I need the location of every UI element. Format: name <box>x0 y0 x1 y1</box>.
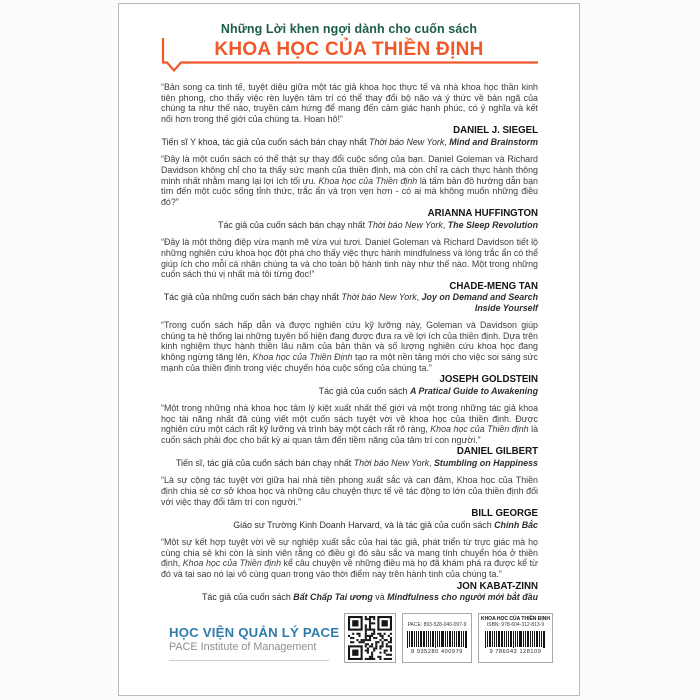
quote-author-credit: Tác giả của cuốn sách A Pratical Guide to Awakening <box>318 385 538 396</box>
praise-quote <box>161 154 538 230</box>
praise-quote <box>161 320 538 396</box>
quote-text: “Đây là một cuốn sách có thể thật sự thay đổi cuộc sống của bạn. Daniel Goleman và Richard Davidson không chỉ cho ta thấy sức mạnh của thiền định, mà còn chỉ ra cách thực hành thông minh nhất nhằm mang lại lợi ích tối ưu. Khoa học của Thiền định là tấm bản đồ hướng dẫn bạn tìm đến một cuộc sống tỉnh thức, trắc ẩn và trọn vẹn hơn - có ai mà không muốn những điều đó?” <box>161 154 538 207</box>
praise-quote <box>161 537 538 602</box>
barcode-isbn-title: KHOA HỌC CỦA THIỀN ĐỊNH <box>480 616 551 622</box>
quote-text: “Một sự kết hợp tuyệt vời về sự nghiệp xuất sắc của hai tác giả, phát triển từ trực giác mà họ cùng chia sẻ khi còn là sinh viên rằng có điều gì đó sâu sắc và mang tính chuyển hóa ở thiền định, Khoa học của Thiền định kể câu chuyện về những điều mà họ đã khám phá ra được kể từ đó và tại sao nó lại vô cùng quan trọng vào thời điểm này trên hành tinh của chúng ta.” <box>161 537 538 580</box>
quote-author-name: BILL GEORGE <box>471 508 538 520</box>
pace-logo-subtitle: PACE Institute of Management <box>169 641 329 661</box>
barcode-isbn-number: ISBN: 978-604-312-813-9 <box>486 622 545 628</box>
barcode-pace-digits: 8 935280 400979 <box>411 649 463 655</box>
quote-author-name: ARIANNA HUFFINGTON <box>427 208 538 220</box>
quote-author-credit: Tác giả của cuốn sách bán chạy nhất Thời báo New York, The Sleep Revolution <box>218 219 538 230</box>
praise-quote <box>161 237 538 313</box>
barcode-pace-label: PACE: 893-528-040-097-9 <box>407 622 467 628</box>
quote-author-credit: Tác giả của cuốn sách Bất Chấp Tai ương và Mindfulness cho người mới bắt đầu <box>202 592 538 603</box>
barcode-bars-icon <box>404 631 470 648</box>
praise-quotes-list <box>161 82 538 603</box>
barcode-bars-icon <box>480 631 551 648</box>
quote-text: “Bản song ca tinh tế, tuyệt diệu giữa một tác giả khoa học thực tế và nhà khoa học thần kinh tiên phong, cho thấy việc rèn luyện tâm trí có thể thay đổi bộ não và ý thức về bản ngã của chúng ta như thế nào, truyền cảm hứng để mang đến cảm giác hạnh phúc, có ý nghĩa và kết nối hơn trong thế giới của chúng ta. Hoan hô!” <box>161 82 538 124</box>
quote-author-credit: Tiến sĩ Y khoa, tác giả của cuốn sách bán chạy nhất Thời báo New York, Mind and Brainstorm <box>161 136 538 147</box>
quote-text: “Là sự cộng tác tuyệt vời giữa hai nhà tiên phong xuất sắc và can đảm, Khoa học của Thiền định chia sẻ cơ sở khoa học và những câu chuyện thực tế về tác động to lớn của thiền định đối với việc thay đổi tâm trí con người.” <box>161 475 538 507</box>
quote-author-name: DANIEL J. SIEGEL <box>453 125 538 137</box>
quote-author-name: CHADE-MENG TAN <box>449 280 538 292</box>
quote-text: “Trong cuốn sách hấp dẫn và được nghiên cứu kỹ lưỡng này, Goleman và Davidson giúp chúng ta hệ thống lại những tuyên bố hiện đang được đưa ra về lợi ích của thiền định. Dựa trên kinh nghiệm thực hành thiền lâu năm của bản thân và số lượng nghiên cứu khoa học đang không ngừng tăng lên, Khoa học của Thiền Định tạo ra một nền tảng mới cho việc soi sáng sức mạnh của thiền định trong việc chuyển hóa cuộc sống của chúng ta.” <box>161 320 538 373</box>
pace-logo <box>169 625 340 661</box>
book-title: KHOA HỌC CỦA THIỀN ĐỊNH <box>214 39 484 60</box>
quote-author-name: DANIEL GILBERT <box>456 446 538 458</box>
quote-author-credit: Tác giả của những cuốn sách bán chạy nhất Thời báo New York, Joy on Demand and Search Inside Yourself <box>163 292 538 313</box>
quote-author-name: JOSEPH GOLDSTEIN <box>439 374 538 386</box>
back-cover-card <box>118 3 580 696</box>
barcode-isbn <box>478 613 553 663</box>
quote-text: “Đây là một thông điệp vừa mạnh mẽ vừa vui tươi. Daniel Goleman và Richard Davidson tiết lộ những nghiên cứu khoa học đột phá cho thấy việc thực hành mindfulness và lòng trắc ẩn có thể giúp ích cho mỗi cá nhân chúng ta và cho toàn bộ hành tinh này như thế nào. Một trong những cuốn sách thú vị nhất mà tôi từng đọc!” <box>161 237 539 280</box>
footer-row <box>169 613 553 663</box>
quote-author-name: JON KABAT-ZINN <box>456 580 538 592</box>
qr-code-icon <box>344 613 396 663</box>
quote-author-credit: Giáo sư Trường Kinh Doanh Harvard, và là tác giả của cuốn sách Chính Bắc <box>233 519 538 530</box>
praise-quote <box>161 403 538 468</box>
quote-author-credit: Tiến sĩ, tác giả của cuốn sách bán chạy nhất Thời báo New York, Stumbling on Happiness <box>175 458 538 469</box>
quote-text: “Một trong những nhà khoa học tâm lý kiệt xuất nhất thế giới và một trong những tác giả khoa học tài năng nhất đã cùng viết một cuốn sách tuyệt vời về khoa học của thiền định. Được nghiên cứu một cách rất kỹ lưỡng và trình bày một cách rất rõ ràng, Khoa học của Thiền định là cuốn sách phải đọc cho bất kỳ ai quan tâm đến tiềm năng của tâm trí con người.” <box>161 403 538 445</box>
barcode-isbn-digits: 9 786043 128109 <box>489 649 542 655</box>
barcode-pace <box>402 613 472 663</box>
praise-quote <box>161 475 538 530</box>
praise-quote <box>161 82 538 147</box>
praise-kicker: Những Lời khen ngợi dành cho cuốn sách <box>220 22 478 36</box>
pace-logo-title: HỌC VIỆN QUẢN LÝ PACE <box>169 625 340 640</box>
